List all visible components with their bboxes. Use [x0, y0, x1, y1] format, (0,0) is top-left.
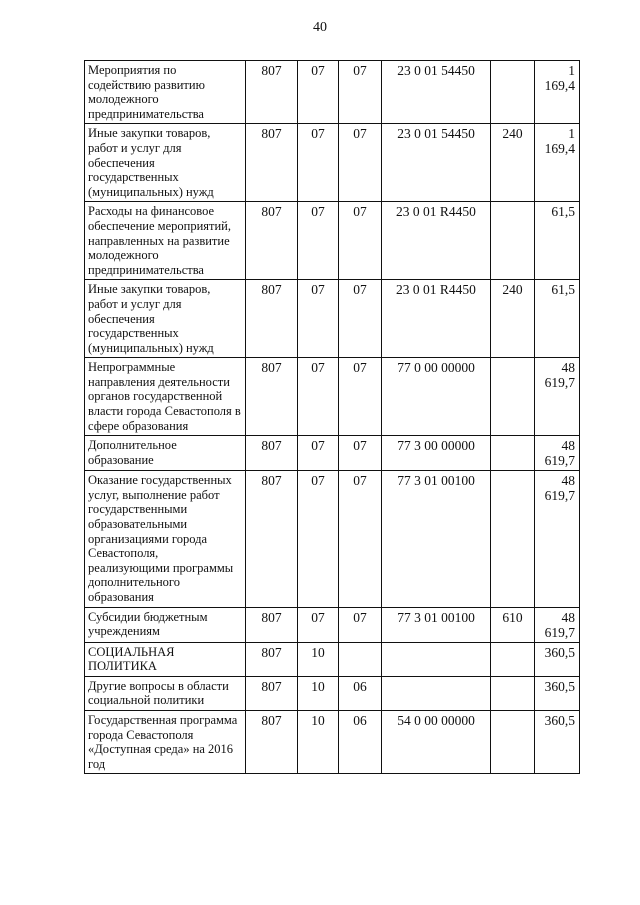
- table-row: [85, 471, 580, 607]
- row-rz-cell: 10: [298, 676, 339, 710]
- row-ved-cell: 807: [246, 280, 298, 358]
- table-row: [85, 607, 580, 642]
- row-vr-cell: [491, 710, 535, 773]
- row-name-cell: Другие вопросы в области социальной политики: [85, 676, 246, 710]
- row-rz-cell: 07: [298, 471, 339, 607]
- row-name-cell: Государственная программа города Севастополя «Доступная среда» на 2016 год: [85, 710, 246, 773]
- row-rz-cell: 07: [298, 280, 339, 358]
- row-vr-cell: [491, 471, 535, 607]
- row-csr-cell: [382, 642, 491, 676]
- row-vr-cell: [491, 202, 535, 280]
- row-pr-cell: 07: [339, 61, 382, 124]
- row-pr-cell: 07: [339, 607, 382, 642]
- row-rz-cell: 07: [298, 358, 339, 436]
- row-vr-cell: 240: [491, 280, 535, 358]
- row-csr-cell: 23 0 01 R4450: [382, 280, 491, 358]
- row-sum-cell: 48 619,7: [535, 436, 580, 471]
- row-name-cell: Дополнительное образование: [85, 436, 246, 471]
- row-sum-cell: 48 619,7: [535, 471, 580, 607]
- row-vr-cell: [491, 676, 535, 710]
- table-row: [85, 642, 580, 676]
- row-pr-cell: 07: [339, 202, 382, 280]
- row-rz-cell: 10: [298, 710, 339, 773]
- row-rz-cell: 10: [298, 642, 339, 676]
- row-pr-cell: 07: [339, 358, 382, 436]
- row-ved-cell: 807: [246, 61, 298, 124]
- row-csr-cell: 23 0 01 54450: [382, 124, 491, 202]
- row-sum-cell: 1 169,4: [535, 124, 580, 202]
- row-name-cell: Иные закупки товаров, работ и услуг для обеспечения государственных (муниципальных) нужд: [85, 280, 246, 358]
- row-pr-cell: [339, 642, 382, 676]
- row-csr-cell: 54 0 00 00000: [382, 710, 491, 773]
- row-sum-cell: 360,5: [535, 676, 580, 710]
- row-name-cell: Мероприятия по содействию развитию молодежного предпринимательства: [85, 61, 246, 124]
- row-csr-cell: 77 3 01 00100: [382, 607, 491, 642]
- row-sum-cell: 48 619,7: [535, 358, 580, 436]
- table-row: [85, 280, 580, 358]
- row-ved-cell: 807: [246, 607, 298, 642]
- row-ved-cell: 807: [246, 471, 298, 607]
- row-pr-cell: 07: [339, 124, 382, 202]
- row-rz-cell: 07: [298, 124, 339, 202]
- row-rz-cell: 07: [298, 202, 339, 280]
- row-name-cell: Расходы на финансовое обеспечение мероприятий, направленных на развитие молодежного предпринимательства: [85, 202, 246, 280]
- table-row: [85, 710, 580, 773]
- row-vr-cell: [491, 358, 535, 436]
- row-vr-cell: [491, 436, 535, 471]
- row-vr-cell: [491, 61, 535, 124]
- row-sum-cell: 360,5: [535, 710, 580, 773]
- budget-table-body: [85, 61, 580, 774]
- table-row: [85, 202, 580, 280]
- row-pr-cell: 07: [339, 280, 382, 358]
- row-csr-cell: 23 0 01 R4450: [382, 202, 491, 280]
- row-ved-cell: 807: [246, 358, 298, 436]
- row-ved-cell: 807: [246, 124, 298, 202]
- row-rz-cell: 07: [298, 607, 339, 642]
- row-ved-cell: 807: [246, 676, 298, 710]
- page-number: 40: [313, 20, 327, 35]
- row-vr-cell: 240: [491, 124, 535, 202]
- row-csr-cell: [382, 676, 491, 710]
- row-name-cell: Непрограммные направления деятельности органов государственной власти города Севастополя в сфере образования: [85, 358, 246, 436]
- row-ved-cell: 807: [246, 202, 298, 280]
- row-csr-cell: 23 0 01 54450: [382, 61, 491, 124]
- row-pr-cell: 07: [339, 436, 382, 471]
- row-pr-cell: 06: [339, 676, 382, 710]
- row-csr-cell: 77 3 00 00000: [382, 436, 491, 471]
- row-name-cell: Оказание государственных услуг, выполнение работ государственными образовательными организациями города Севастополя, реализующими программы дополнительного образования: [85, 471, 246, 607]
- row-name-cell: Субсидии бюджетным учреждениям: [85, 607, 246, 642]
- row-sum-cell: 360,5: [535, 642, 580, 676]
- row-rz-cell: 07: [298, 61, 339, 124]
- row-ved-cell: 807: [246, 710, 298, 773]
- row-sum-cell: 48 619,7: [535, 607, 580, 642]
- budget-table: [84, 60, 580, 774]
- row-ved-cell: 807: [246, 436, 298, 471]
- row-name-cell: СОЦИАЛЬНАЯ ПОЛИТИКА: [85, 642, 246, 676]
- table-row: [85, 61, 580, 124]
- row-csr-cell: 77 0 00 00000: [382, 358, 491, 436]
- row-name-cell: Иные закупки товаров, работ и услуг для обеспечения государственных (муниципальных) нужд: [85, 124, 246, 202]
- table-row: [85, 358, 580, 436]
- row-sum-cell: 1 169,4: [535, 61, 580, 124]
- row-sum-cell: 61,5: [535, 202, 580, 280]
- row-csr-cell: 77 3 01 00100: [382, 471, 491, 607]
- table-row: [85, 436, 580, 471]
- table-row: [85, 124, 580, 202]
- row-vr-cell: [491, 642, 535, 676]
- row-pr-cell: 07: [339, 471, 382, 607]
- row-vr-cell: 610: [491, 607, 535, 642]
- row-ved-cell: 807: [246, 642, 298, 676]
- row-pr-cell: 06: [339, 710, 382, 773]
- row-rz-cell: 07: [298, 436, 339, 471]
- row-sum-cell: 61,5: [535, 280, 580, 358]
- table-row: [85, 676, 580, 710]
